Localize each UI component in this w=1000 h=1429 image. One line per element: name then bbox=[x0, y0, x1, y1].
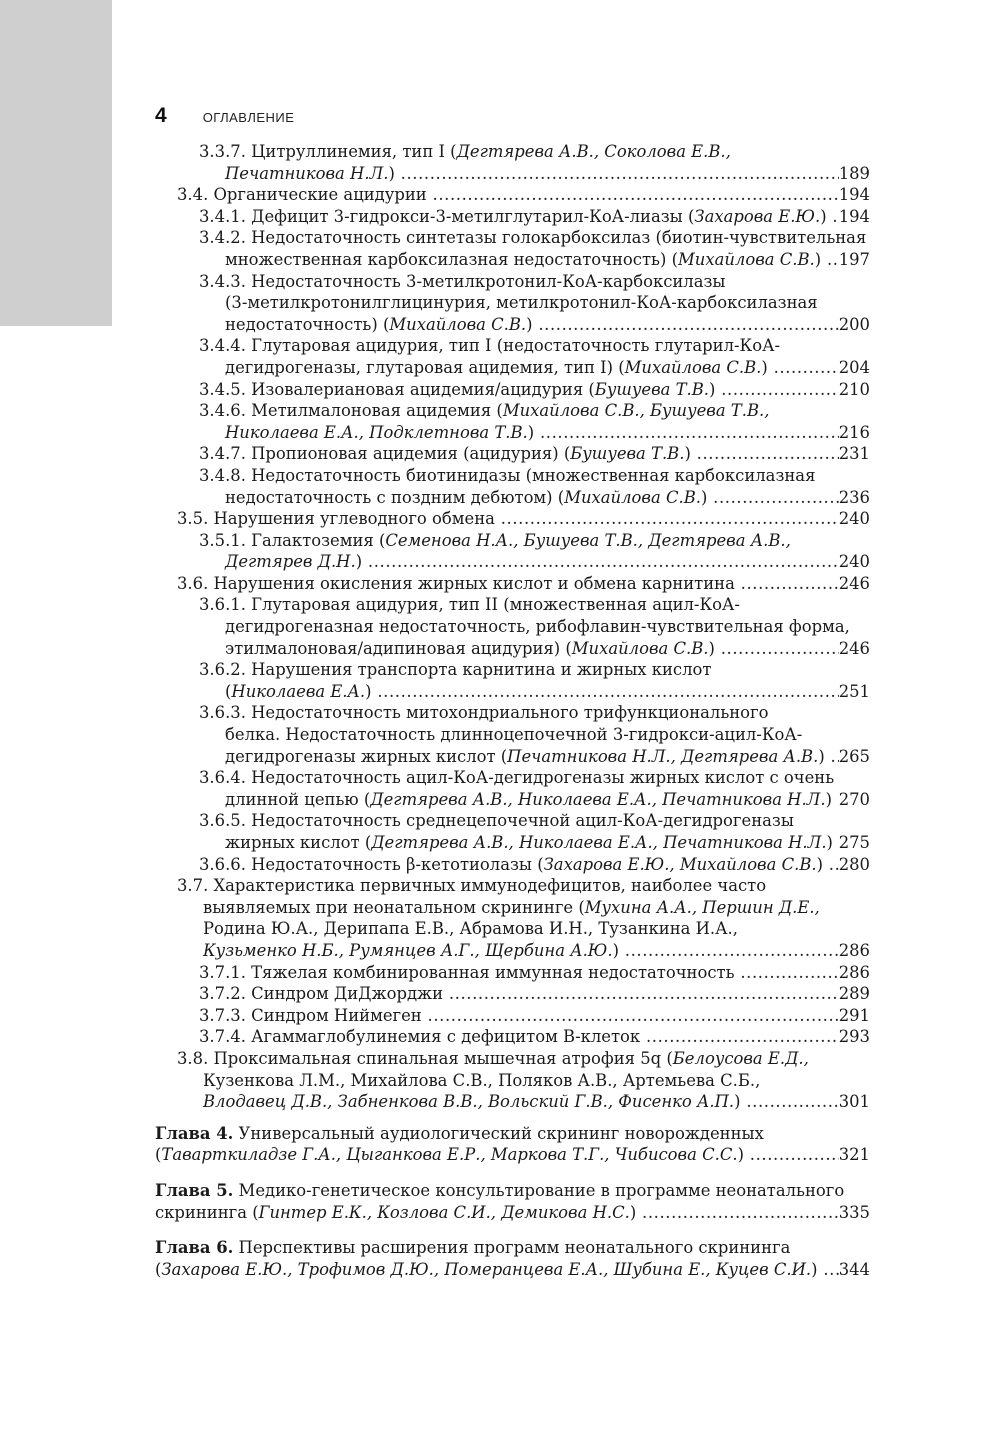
toc-entry-line: 3.8. Проксимальная спинальная мышечная атрофия 5q (Белоусова Е.Д., bbox=[177, 1048, 809, 1068]
toc-entry-line: Кузьменко Н.Б., Румянцев А.Г., Щербина А.Ю.) ..... bbox=[177, 940, 870, 962]
toc-entry-line: 3.7.3. Синдром Ниймеген ..... bbox=[199, 1005, 870, 1027]
toc-entry-line: 3.4.8. Недостаточность биотинидазы (множественная карбоксилазная bbox=[199, 465, 816, 485]
toc-entry-line: (Николаева Е.А.) ..... bbox=[199, 681, 870, 703]
toc-entry-line: Дегтярев Д.Н.) ..... bbox=[199, 551, 870, 573]
toc-entry bbox=[155, 206, 870, 228]
toc-entry-line: 3.3.7. Цитруллинемия, тип I (Дегтярева А.В., Соколова Е.В., bbox=[199, 142, 731, 161]
toc-entry-line: (Захарова Е.Ю., Трофимов Д.Ю., Померанцева Е.А., Шубина Е., Куцев С.И.) ..... bbox=[155, 1259, 870, 1281]
toc-entry bbox=[155, 184, 870, 206]
toc-entry bbox=[155, 573, 870, 595]
toc-entry-line: недостаточность) (Михайлова С.В.) ..... bbox=[199, 314, 870, 336]
toc-entry bbox=[155, 767, 870, 810]
toc-entry-line: жирных кислот (Дегтярева А.В., Николаева Е.А., Печатникова Н.Л.) ..... bbox=[199, 832, 870, 854]
toc-entry bbox=[155, 1026, 870, 1048]
toc-page-number: 240 bbox=[838, 509, 870, 529]
toc-entry-line: Родина Ю.А., Дерипапа Е.В., Абрамова И.Н., Тузанкина И.А., bbox=[203, 919, 738, 939]
toc-page-number: 246 bbox=[838, 573, 870, 593]
toc-page-number: 301 bbox=[838, 1092, 870, 1112]
chapter-label: Глава 5. bbox=[155, 1180, 234, 1200]
toc-page-number: 270 bbox=[838, 789, 870, 809]
toc-entry bbox=[155, 508, 870, 530]
toc-entry-line: множественная карбоксилазная недостаточность) (Михайлова С.В.) ..... bbox=[199, 249, 870, 271]
toc-page-number: 286 bbox=[838, 962, 870, 982]
toc-page-number: 216 bbox=[838, 422, 870, 442]
toc-entry-line: Кузенкова Л.М., Михайлова С.В., Поляков А.В., Артемьева С.Б., bbox=[203, 1070, 761, 1090]
toc-entry bbox=[155, 379, 870, 401]
toc-entry-line: 3.4.1. Дефицит 3-гидрокси-3-метилглутарил-КоА-лиазы (Захарова Е.Ю.) ..... bbox=[199, 206, 870, 228]
toc-page-number: 240 bbox=[838, 552, 870, 572]
toc-entry bbox=[155, 271, 870, 336]
toc-page-number: 289 bbox=[838, 984, 870, 1004]
toc-page-number: 291 bbox=[838, 1005, 870, 1025]
toc-entry-line: 3.6.3. Недостаточность митохондриального трифункционального bbox=[199, 703, 769, 723]
toc-entry bbox=[155, 1237, 870, 1280]
toc-entry-line: 3.7.1. Тяжелая комбинированная иммунная недостаточность ..... bbox=[199, 962, 870, 984]
toc-entry bbox=[155, 1048, 870, 1113]
page-number: 4 bbox=[155, 104, 167, 127]
toc-entry-line: 3.6.2. Нарушения транспорта карнитина и жирных кислот bbox=[199, 660, 712, 680]
toc-entry-line: дегидрогеназы жирных кислот (Печатникова Н.Л., Дегтярева А.В.) ..... bbox=[199, 746, 870, 768]
toc-entry-line: 3.7.4. Агаммаглобулинемия с дефицитом В-клеток ..... bbox=[199, 1026, 870, 1048]
toc-page-number: 286 bbox=[838, 940, 870, 960]
toc-entry-line: Печатникова Н.Л.) ..... bbox=[199, 163, 870, 185]
toc-entry-line: 3.6.1. Глутаровая ацидурия, тип II (множественная ацил-КоА- bbox=[199, 595, 740, 615]
toc-entry bbox=[155, 702, 870, 767]
toc-page-number: 194 bbox=[838, 185, 870, 205]
toc-page-number: 189 bbox=[838, 163, 870, 183]
toc-entry bbox=[155, 659, 870, 702]
toc-page-number: 280 bbox=[838, 854, 870, 874]
toc-page-number: 200 bbox=[838, 314, 870, 334]
toc-entry-line: дегидрогеназная недостаточность, рибофлавин-чувствительная форма, bbox=[225, 617, 850, 637]
side-tab-band bbox=[0, 0, 112, 326]
toc-entry-line: 3.4.6. Метилмалоновая ацидемия (Михайлова С.В., Бушуева Т.В., bbox=[199, 401, 770, 421]
toc-entry-line: 3.4.3. Недостаточность 3-метилкротонил-КоА-карбоксилазы bbox=[199, 271, 726, 291]
toc-entry-line: белка. Недостаточность длинноцепочечной 3-гидрокси-ацил-КоА- bbox=[225, 725, 803, 745]
toc-entry-line: этилмалоновая/адипиновая ацидурия) (Михайлова С.В.) ..... bbox=[199, 638, 870, 660]
toc-entry bbox=[155, 227, 870, 270]
toc-page-number: 321 bbox=[838, 1145, 870, 1165]
toc-entry bbox=[155, 141, 870, 184]
toc-entry bbox=[155, 810, 870, 853]
toc-entry bbox=[155, 443, 870, 465]
toc-entry-line: длинной цепью (Дегтярева А.В., Николаева Е.А., Печатникова Н.Л.) ..... bbox=[199, 789, 870, 811]
toc-entry-line: 3.6.5. Недостаточность среднецепочечной ацил-КоА-дегидрогеназы bbox=[199, 811, 794, 831]
toc-entry bbox=[155, 335, 870, 378]
toc-page-number: 275 bbox=[838, 833, 870, 852]
toc-page-number: 210 bbox=[838, 379, 870, 399]
toc-entry-line: скрининга (Гинтер Е.К., Козлова С.И., Демикова Н.С.) ..... bbox=[155, 1202, 870, 1224]
toc-entry-line: Глава 6. Перспективы расширения программ неонатального скрининга bbox=[155, 1238, 791, 1258]
toc-entry-line: 3.5.1. Галактоземия (Семенова Н.А., Бушуева Т.В., Дегтярева А.В., bbox=[199, 530, 791, 550]
toc-entry bbox=[155, 530, 870, 573]
toc-entry-line: (Таварткиладзе Г.А., Цыганкова Е.Р., Маркова Т.Г., Чибисова С.С.) ..... bbox=[155, 1144, 870, 1166]
toc-entry-line: 3.7.2. Синдром ДиДжорджи ..... bbox=[199, 983, 870, 1005]
toc-entry-line: Глава 5. Медико-генетическое консультирование в программе неонатального bbox=[155, 1180, 845, 1200]
toc-page-number: 236 bbox=[838, 487, 870, 507]
toc-page-number: 197 bbox=[838, 249, 870, 269]
toc-entry-line: 3.4.7. Пропионовая ацидемия (ацидурия) (Бушуева Т.В.) ..... bbox=[199, 443, 870, 465]
toc-entry-line: (3-метилкротонилглицинурия, метилкротонил-КоА-карбоксилазная bbox=[225, 293, 818, 313]
toc-entry bbox=[155, 983, 870, 1005]
toc-entry-line: 3.6.6. Недостаточность β-кетотиолазы (Захарова Е.Ю., Михайлова С.В.) ..... bbox=[199, 854, 870, 876]
page-header bbox=[155, 104, 294, 128]
toc-entry-line: выявляемых при неонатальном скрининге (Мухина А.А., Першин Д.Е., bbox=[203, 897, 820, 917]
toc-page-number: 265 bbox=[838, 746, 870, 766]
toc-entry-line: 3.5. Нарушения углеводного обмена ..... bbox=[177, 508, 870, 530]
toc-entry-line: 3.6. Нарушения окисления жирных кислот и обмена карнитина ..... bbox=[177, 573, 870, 595]
toc-page-number: 204 bbox=[838, 357, 870, 377]
toc-entry-line: 3.6.4. Недостаточность ацил-КоА-дегидрогеназы жирных кислот с очень bbox=[199, 768, 835, 788]
toc-entry bbox=[155, 400, 870, 443]
toc-entry-line: 3.7. Характеристика первичных иммунодефицитов, наиболее часто bbox=[177, 876, 767, 896]
toc-entry-line: недостаточность с поздним дебютом) (Михайлова С.В.) ..... bbox=[199, 487, 870, 509]
toc-page-number: 335 bbox=[838, 1202, 870, 1222]
toc-entry bbox=[155, 962, 870, 984]
toc-entry bbox=[155, 594, 870, 659]
toc-entry-line: 3.4.4. Глутаровая ацидурия, тип I (недостаточность глутарил-КоА- bbox=[199, 336, 781, 356]
toc-entry bbox=[155, 854, 870, 876]
toc-entry bbox=[155, 1180, 870, 1223]
toc-entry-line: Николаева Е.А., Подклетнова Т.В.) ..... bbox=[199, 422, 870, 444]
table-of-contents bbox=[155, 141, 870, 1280]
running-title: ОГЛАВЛЕНИЕ bbox=[202, 110, 295, 125]
chapter-label: Глава 6. bbox=[155, 1238, 234, 1258]
toc-entry-line: Глава 4. Универсальный аудиологический скрининг новорожденных bbox=[155, 1123, 764, 1143]
toc-page-number: 251 bbox=[838, 681, 870, 701]
toc-entry-line: Влодавец Д.В., Забненкова В.В., Вольский Г.В., Фисенко А.П.) ..... bbox=[177, 1091, 870, 1113]
toc-entry bbox=[155, 465, 870, 508]
toc-page-number: 194 bbox=[838, 206, 870, 226]
toc-entry-line: дегидрогеназы, глутаровая ацидемия, тип I) (Михайлова С.В.) ..... bbox=[199, 357, 870, 379]
toc-page-number: 246 bbox=[838, 638, 870, 658]
chapter-label: Глава 4. bbox=[155, 1123, 234, 1143]
toc-page-number: 293 bbox=[838, 1027, 870, 1047]
toc-page-number: 344 bbox=[838, 1259, 870, 1279]
toc-entry-line: 3.4.5. Изовалериановая ацидемия/ацидурия (Бушуева Т.В.) ..... bbox=[199, 379, 870, 401]
toc-page-number: 231 bbox=[838, 444, 870, 464]
toc-entry bbox=[155, 1123, 870, 1166]
toc-entry bbox=[155, 1005, 870, 1027]
toc-entry-line: 3.4.2. Недостаточность синтетазы голокарбоксилаз (биотин-чувствительная bbox=[199, 228, 867, 248]
toc-entry bbox=[155, 875, 870, 961]
toc-entry-line: 3.4. Органические ацидурии ..... bbox=[177, 184, 870, 206]
